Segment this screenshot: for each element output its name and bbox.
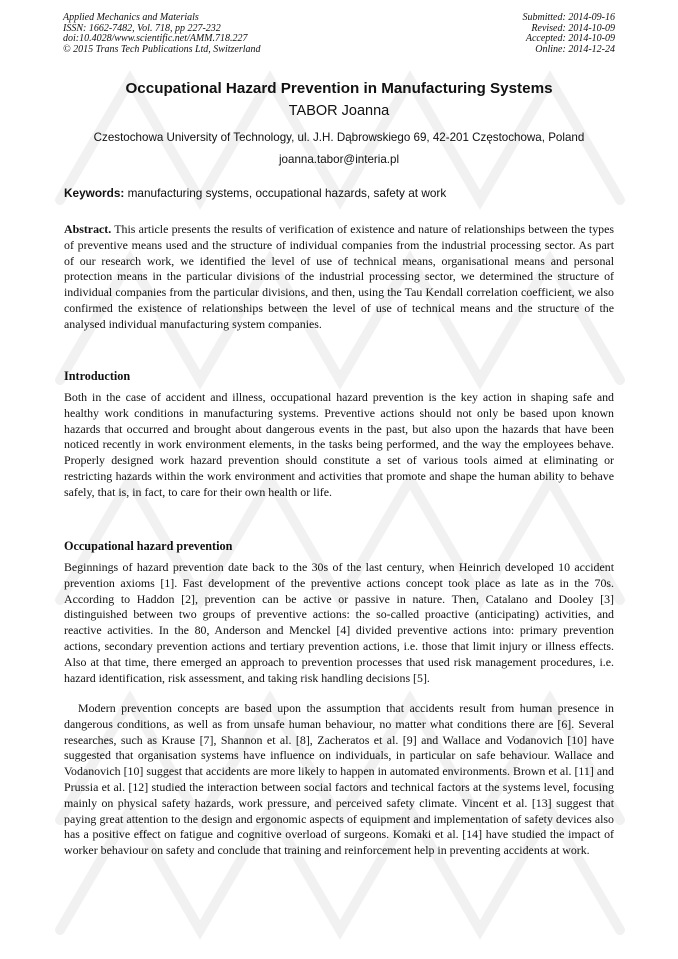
prevention-heading: Occupational hazard prevention xyxy=(64,539,233,553)
keywords-text: manufacturing systems, occupational hazards, safety at work xyxy=(124,186,447,200)
publication-header xyxy=(63,13,615,55)
copyright-line: © 2015 Trans Tech Publications Ltd, Switzerland xyxy=(63,43,261,55)
prevention-paragraph-1: Beginnings of hazard prevention date back to the 30s of the last century, when Heinrich developed 10 accident prevention axioms [1]. Fast development of the preventive actions concept took place as late as in the 70s. According to Haddon [2], prevention can be active or passive in nature. Then, Catalano and Dooley [3] distinguished between two groups of preventive actions: the so-called proactive (anticipating) activities, and reactive activities. In the 80, Anderson and Menckel [4] divided preventive actions into: primary prevention actions, secondary prevention actions and tertiary prevention actions, i.e. those that limit injury or illness effects. Also at that time, there emerged an approach to prevention processes that used risk management procedures, i.e. hazard identification, risk assessment, and taking risk handling decisions [5]. xyxy=(64,560,614,685)
abstract-label: Abstract. xyxy=(64,222,112,236)
publication-info xyxy=(63,13,261,55)
introduction-heading: Introduction xyxy=(64,369,131,383)
doi-line[interactable]: doi:10.4028/www.scientific.net/AMM.718.227 xyxy=(63,33,248,44)
author-affiliation: Czestochowa University of Technology, ul. J.H. Dąbrowskiego 69, 42-201 Częstochowa, Poland xyxy=(93,131,585,144)
keywords xyxy=(64,186,614,200)
publication-dates xyxy=(523,13,616,55)
prevention-paragraph-2: Modern prevention concepts are based upon the assumption that accidents result from human presence in dangerous conditions, as well as from unsafe human behaviour, no matter what conditions there are [6]. Several researches, such as Krause [7], Shannon et al. [8], Zacheratos et al. [9] and Wallace and Vodanovich [10] have suggested that organisation systems have influence on individuals, in particular on safe behaviour. Wallace and Vodanovich [10] suggest that accidents are more likely to happen in automated environments. Brown et al. [11] and Prussia et al. [12] studied the interaction between social factors and technical factors at the systems level, focusing mainly on physical safety hazards, work pressure, and perceived safety climate. Vincent et al. [13] suggest that paying great attention to the design and ergonomic aspects of equipment and implementation of safety devices also has a positive effect on fatigue and cognitive overload of surgeons. Komaki et al. [14] have studied the impact of worker behaviour on safety and conclude that training and reinforcement help in preventing accidents at work. xyxy=(64,701,614,858)
journal-name: Applied Mechanics and Materials xyxy=(63,12,199,23)
paper-title: Occupational Hazard Prevention in Manufacturing Systems xyxy=(125,80,553,97)
author-name: TABOR Joanna xyxy=(288,103,390,119)
abstract xyxy=(64,222,614,333)
author-email[interactable]: joanna.tabor@interia.pl xyxy=(278,153,400,166)
accepted-date: Accepted: 2014-10-09 xyxy=(525,33,615,44)
online-date: Online: 2014-12-24 xyxy=(535,43,615,55)
revised-date: Revised: 2014-10-09 xyxy=(531,22,615,34)
introduction-text: Both in the case of accident and illness, occupational hazard prevention is the key action in shaping safe and healthy work conditions in manufacturing systems. Preventive actions should not only be based upon known hazards that occurred and brought about dangerous events in the past, but also upon the hazards that have been noticed recently in work environment elements, in the tasks being performed, and the way the employees behave. Properly designed work hazard prevention should constitute a set of various tools aimed at eliminating or restricting hazards within the work environment and activities that promote and shape the human ability to behave safely, that is, in fact, to care for their own health or life. xyxy=(64,390,614,499)
abstract-text: This article presents the results of verification of existence and nature of relationships between the types of preventive means used and the structure of individual companies from the industrial processing sector. As part of our research work, we identified the level of use of technical means, organisational means and personal protection means in the particular divisions of the industrial processing sector, we determined the structure of individual companies from the particular divisions, and then, using the Tau Kendall correlation coefficient, we also confirmed the existence of relationships between the level of use of technical means and the structure of the analysed individual manufacturing system companies. xyxy=(64,222,614,331)
keywords-label: Keywords: xyxy=(64,186,125,200)
submitted-date: Submitted: 2014-09-16 xyxy=(522,12,615,23)
issn-line: ISSN: 1662-7482, Vol. 718, pp 227-232 xyxy=(63,22,221,34)
